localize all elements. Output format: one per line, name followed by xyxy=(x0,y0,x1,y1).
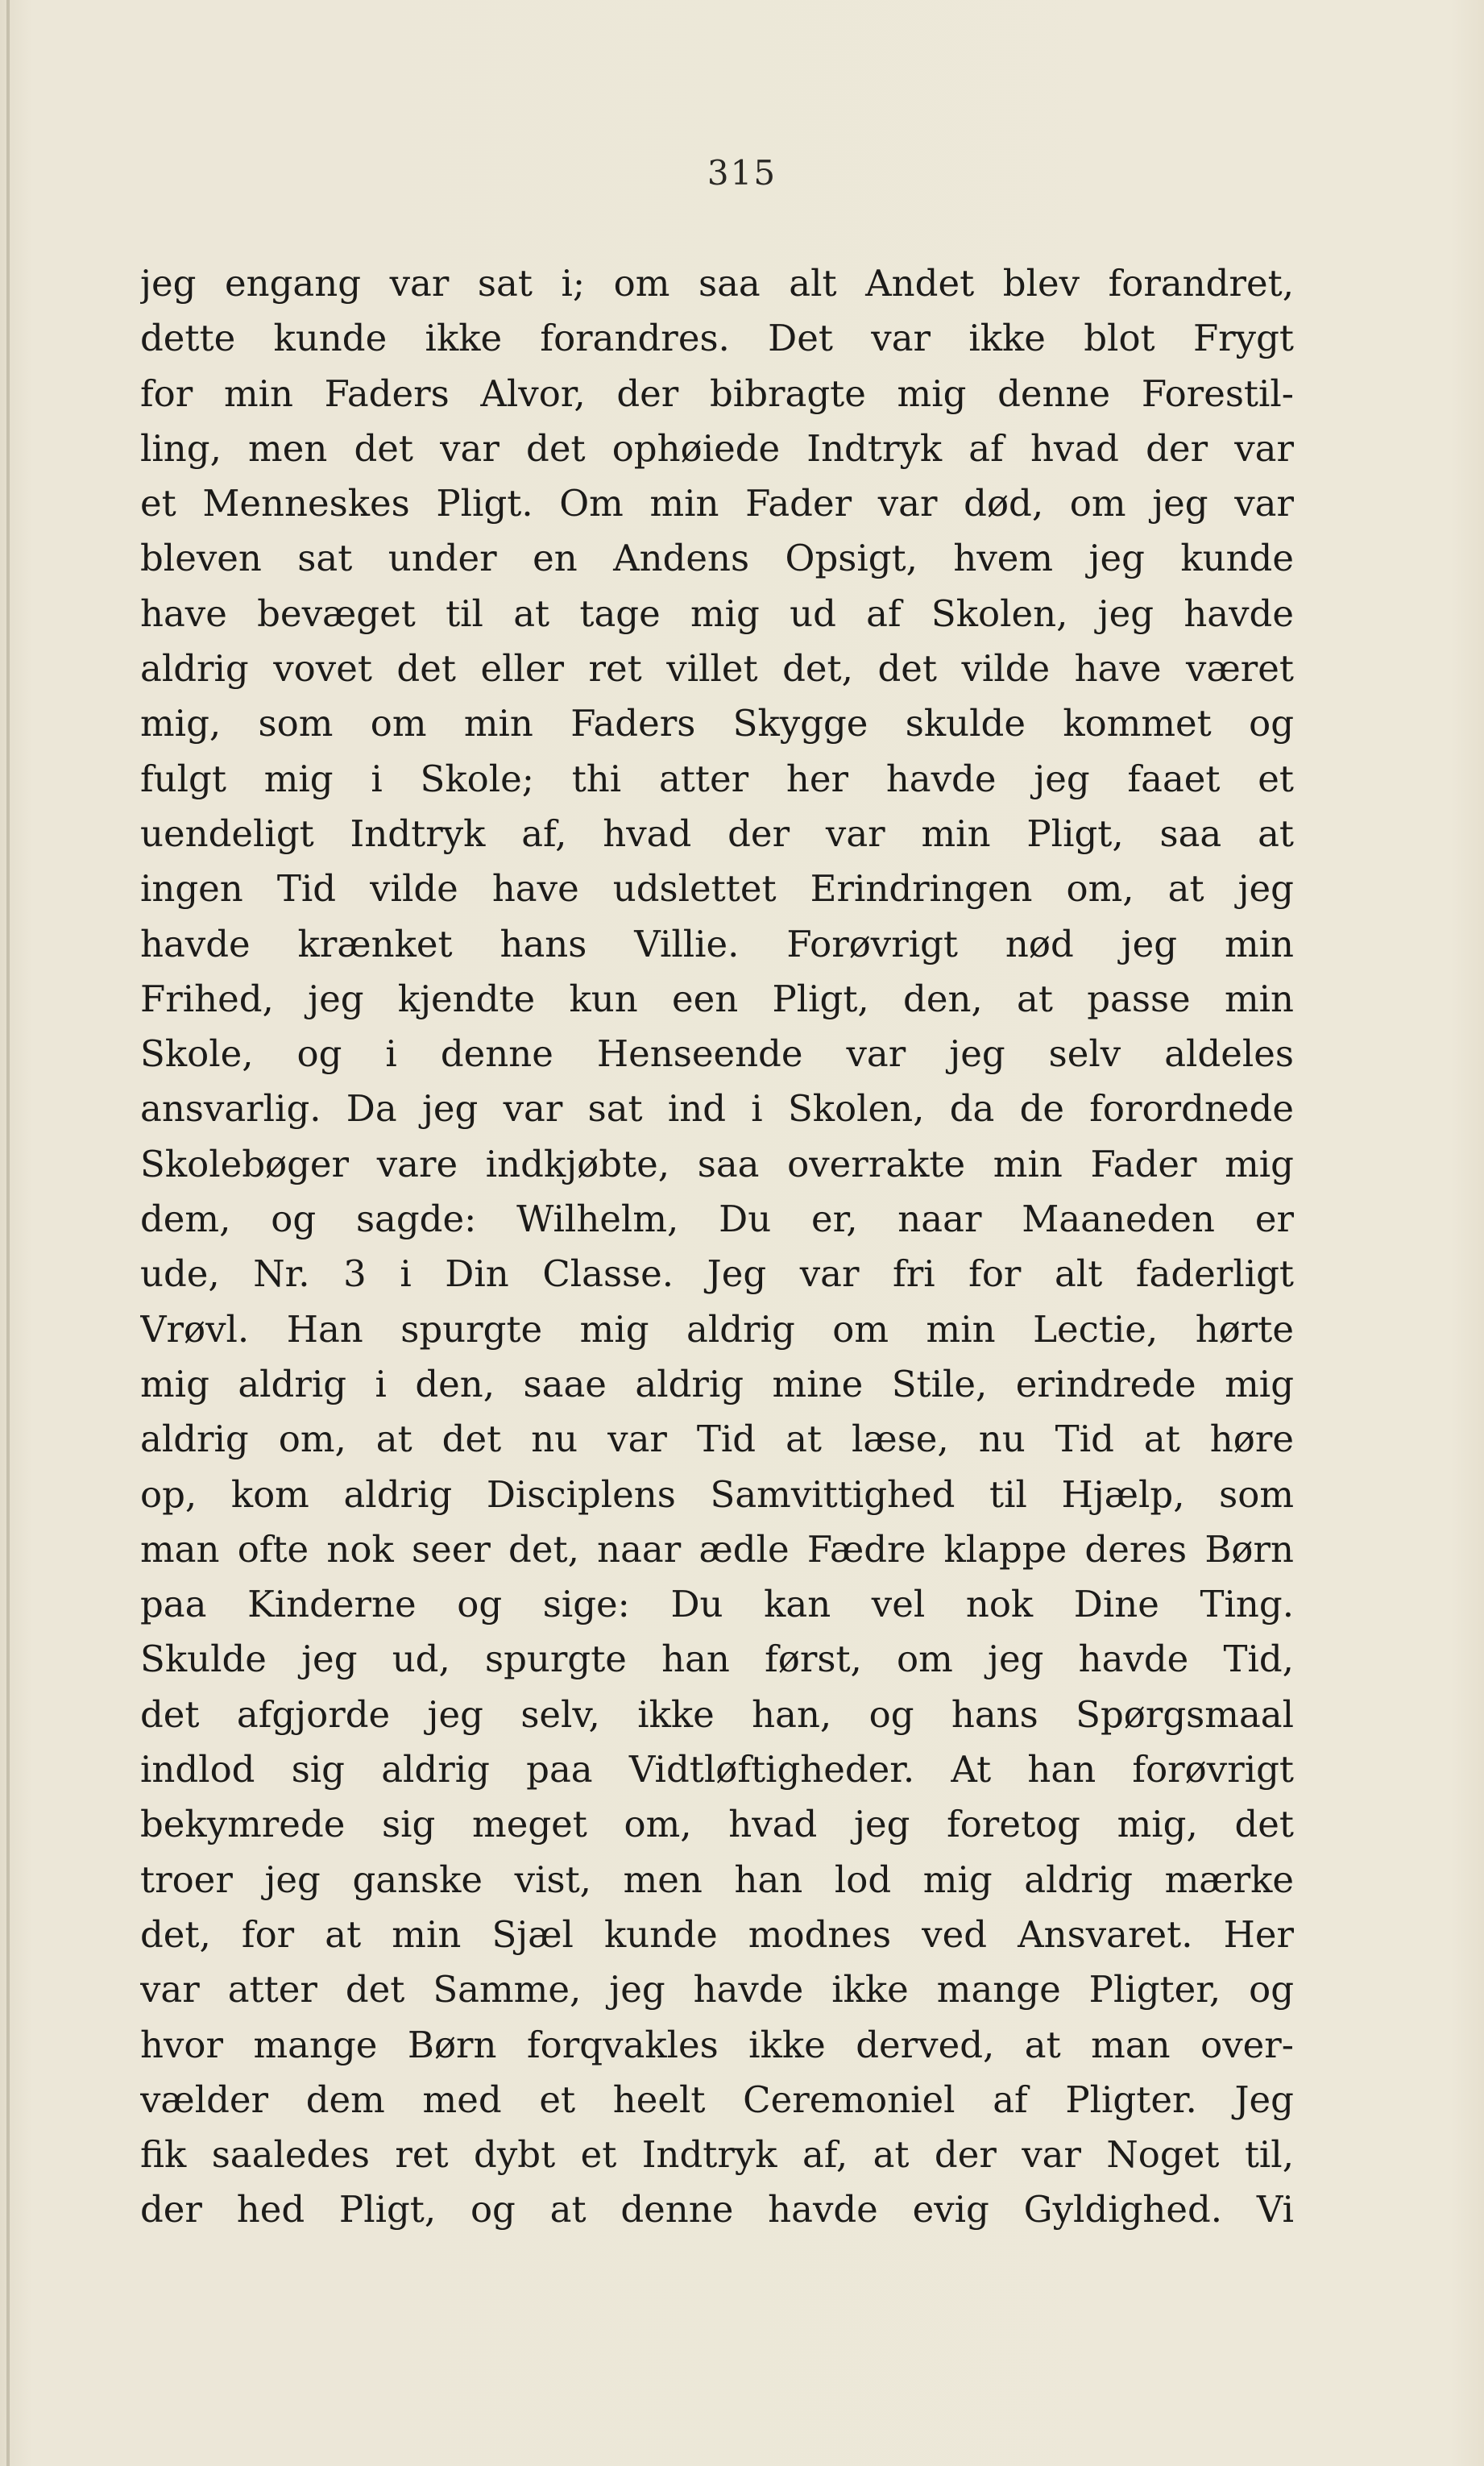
text-line: troer jeg ganske vist, men han lod mig aldrig mærke xyxy=(140,1858,1294,1901)
text-line: paa Kinderne og sige: Du kan vel nok Dine Ting. xyxy=(140,1583,1294,1626)
page-number: 315 xyxy=(707,153,777,193)
text-line: ingen Tid vilde have udslettet Erindringen om, at jeg xyxy=(140,867,1294,911)
text-line: Vrøvl. Han spurgte mig aldrig om min Lectie, hørte xyxy=(140,1307,1294,1351)
text-line: vælder dem med et heelt Ceremoniel af Pligter. Jeg xyxy=(140,2078,1294,2121)
text-line: et Menneskes Pligt. Om min Fader var død, om jeg var xyxy=(140,482,1294,525)
text-line: fulgt mig i Skole; thi atter her havde jeg faaet et xyxy=(140,757,1294,800)
text-line: dem, og sagde: Wilhelm, Du er, naar Maaneden er xyxy=(140,1198,1294,1241)
text-line: Frihed, jeg kjendte kun een Pligt, den, at passe min xyxy=(140,977,1294,1020)
text-line: aldrig om, at det nu var Tid at læse, nu Tid at høre xyxy=(140,1418,1294,1461)
text-line: ude, Nr. 3 i Din Classe. Jeg var fri for alt faderligt xyxy=(140,1252,1294,1296)
text-line: ansvarlig. Da jeg var sat ind i Skolen, da de forordnede xyxy=(140,1087,1294,1131)
text-line: hvor mange Børn forqvakles ikke derved, at man over- xyxy=(140,2023,1294,2066)
text-line: dette kunde ikke forandres. Det var ikke blot Frygt xyxy=(140,317,1294,360)
text-line: man ofte nok seer det, naar ædle Fædre klappe deres Børn xyxy=(140,1527,1294,1571)
body-text xyxy=(140,256,1294,2238)
text-line: mig aldrig i den, saae aldrig mine Stile, erindrede mig xyxy=(140,1362,1294,1405)
text-line: bleven sat under en Andens Opsigt, hvem jeg kunde xyxy=(140,537,1294,580)
text-line: det, for at min Sjæl kunde modnes ved Ansvaret. Her xyxy=(140,1912,1294,1956)
text-line: ling, men det var det ophøiede Indtryk af hvad der var xyxy=(140,426,1294,470)
text-line: Skolebøger vare indkjøbte, saa overrakte min Fader mig xyxy=(140,1142,1294,1185)
text-line: have bevæget til at tage mig ud af Skolen, jeg havde xyxy=(140,592,1294,635)
text-line: bekymrede sig meget om, hvad jeg foretog mig, det xyxy=(140,1803,1294,1846)
text-line: aldrig vovet det eller ret villet det, det vilde have været xyxy=(140,647,1294,691)
text-line: jeg engang var sat i; om saa alt Andet blev forandret, xyxy=(140,262,1294,305)
text-line: Skole, og i denne Henseende var jeg selv aldeles xyxy=(140,1032,1294,1076)
text-line: fik saaledes ret dybt et Indtryk af, at der var Noget til, xyxy=(140,2133,1294,2177)
text-line: Skulde jeg ud, spurgte han først, om jeg havde Tid, xyxy=(140,1638,1294,1681)
text-line: for min Faders Alvor, der bibragte mig denne Forestil- xyxy=(140,372,1294,415)
text-line: mig, som om min Faders Skygge skulde kommet og xyxy=(140,702,1294,745)
text-line: der hed Pligt, og at denne havde evig Gyldighed. Vi xyxy=(140,2188,1294,2231)
text-line: uendeligt Indtryk af, hvad der var min Pligt, saa at xyxy=(140,812,1294,855)
text-line: op, kom aldrig Disciplens Samvittighed til Hjælp, som xyxy=(140,1472,1294,1516)
binding-edge xyxy=(6,0,10,2466)
text-line: var atter det Samme, jeg havde ikke mange Pligter, og xyxy=(140,1968,1294,2011)
text-line: indlod sig aldrig paa Vidtløftigheder. At han forøvrigt xyxy=(140,1748,1294,1791)
text-line: det afgjorde jeg selv, ikke han, og hans Spørgsmaal xyxy=(140,1692,1294,1736)
text-line: havde krænket hans Villie. Forøvrigt nød jeg min xyxy=(140,922,1294,965)
